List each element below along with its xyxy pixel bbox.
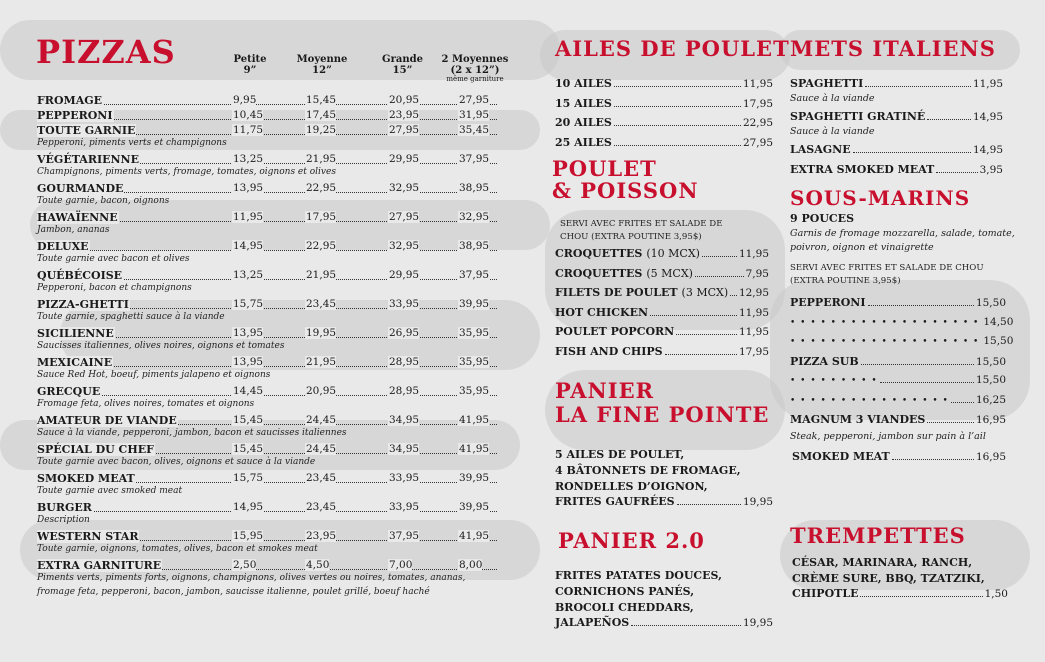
pizza-description: Toute garnie avec bacon, olives, oignons et sauce à la viande [37, 457, 316, 467]
item-price: 27,95 [742, 136, 773, 149]
pizza-name: HAWAÏENNE [37, 211, 118, 224]
pizza-row [37, 559, 497, 573]
pizza-name: PEPPERONI [37, 109, 113, 122]
pizza-price: 8,00 [459, 559, 483, 571]
dot-leader [37, 395, 497, 396]
pizza-price: 32,95 [389, 182, 420, 194]
pizza-description: Toute garnie avec bacon et olives [37, 254, 190, 264]
item-price: 16,95 [975, 414, 1006, 426]
item-name: 20 AILES [555, 116, 612, 129]
pizza-price: 23,45 [306, 472, 337, 484]
dot-leader [865, 86, 971, 87]
menu-row [555, 77, 773, 90]
pizza-name: GOURMANDE [37, 182, 124, 195]
pizzas-title: PIZZAS [36, 33, 176, 71]
panier-fine-line: 4 BÂTONNETS DE FROMAGE, [555, 464, 741, 477]
item-suffix: (10 MCX) [646, 247, 700, 260]
pizza-price: 39,95 [459, 472, 490, 484]
pizza-row [37, 211, 497, 225]
trempettes-title: TREMPETTES [790, 523, 966, 548]
item-price: 11,95 [738, 326, 769, 338]
smoked-meat-sub-name: SMOKED MEAT [792, 450, 890, 463]
pizza-price: 37,95 [389, 530, 420, 542]
pizza-price: 35,95 [459, 327, 490, 339]
dot-leader [860, 596, 982, 597]
menu-row [555, 97, 773, 110]
pizza-price: 28,95 [389, 356, 420, 368]
item-price: 14,95 [972, 144, 1003, 156]
bullet-placeholder: • • • • • • • • • • • • • • • • • • • [790, 317, 980, 328]
item-name: CROQUETTES [555, 266, 643, 280]
item-price: 12,95 [738, 287, 769, 299]
item-price: 3,95 [979, 164, 1003, 176]
pizza-price: 35,95 [459, 356, 490, 368]
sub-row [790, 315, 1014, 328]
trempettes-line: CÉSAR, MARINARA, RANCH, [792, 556, 973, 569]
dot-leader [37, 250, 497, 251]
dot-leader [853, 152, 971, 153]
item-price: 11,95 [738, 306, 769, 319]
pizza-price: 13,95 [233, 182, 264, 194]
pizza-name: MEXICAINE [37, 356, 113, 369]
pizza-row [37, 153, 497, 167]
dot-leader [631, 625, 741, 626]
size-label: Grande [382, 54, 423, 65]
pizza-description: Toute garnie, bacon, oignons [37, 196, 170, 206]
dot-leader [927, 119, 971, 120]
dot-leader [37, 104, 497, 105]
ailes-title: AILES DE POULET [555, 36, 790, 61]
panier-fine-line: FRITES GAUFRÉES [555, 495, 675, 508]
dot-leader [614, 145, 741, 146]
panier20-last-row [555, 616, 773, 629]
pizza-name: EXTRA GARNITURE [37, 559, 162, 572]
smoked-meat-sub-row [792, 450, 1006, 463]
pizza-price: 39,95 [459, 501, 490, 513]
item-name: EXTRA SMOKED MEAT [790, 163, 935, 176]
pizza-price: 33,95 [389, 501, 420, 513]
menu-row [555, 247, 769, 260]
item-price: 15,50 [975, 297, 1006, 309]
dot-leader [951, 402, 974, 403]
pizza-description: Pepperoni, bacon et champignons [37, 283, 192, 293]
size-header-moyenne [292, 55, 352, 76]
pizza-price: 31,95 [459, 109, 490, 121]
pizza-row [37, 269, 497, 283]
pizza-price: 17,95 [306, 211, 337, 223]
size-sub: (2 x 12”) [450, 64, 500, 76]
pizza-price: 37,95 [459, 153, 490, 165]
sousmarins-note-line1: SERVI AVEC FRITES ET SALADE DE CHOU [790, 263, 984, 273]
smoked-meat-sub-price: 16,95 [975, 451, 1006, 463]
pizza-price: 41,95 [459, 414, 490, 426]
pizza-description: Pepperoni, piments verts et champignons [37, 138, 227, 148]
pizza-row [37, 124, 497, 138]
sousmarins-desc-line1: Garnis de fromage mozzarella, salade, tomate, [790, 228, 1015, 239]
pizza-name: TOUTE GARNIE [37, 124, 136, 137]
pizza-row [37, 385, 497, 399]
pizza-price: 14,45 [233, 385, 264, 397]
pizza-description: Sauce Red Hot, boeuf, piments jalapeno et oignons [37, 370, 271, 380]
pizza-price: 21,95 [306, 153, 337, 165]
pizza-price: 24,45 [306, 443, 337, 455]
panier20-price: 19,95 [742, 617, 773, 629]
menu-row [790, 110, 1003, 123]
pizza-price: 35,45 [459, 124, 490, 136]
pizza-price: 21,95 [306, 269, 337, 281]
pizza-price: 38,95 [459, 182, 490, 194]
item-name: SPAGHETTI [790, 77, 864, 90]
magnum-desc: Steak, pepperoni, jambon sur pain à l’ail [790, 431, 986, 442]
pizza-price: 11,95 [233, 211, 264, 223]
pizza-description: Piments verts, piments forts, oignons, champignons, olives vertes ou noires, tomates, ananas, [37, 573, 466, 583]
dot-leader [650, 315, 737, 316]
pizza-price: 11,75 [233, 124, 264, 136]
pizza-price: 34,95 [389, 443, 420, 455]
panier-fine-title-line2: LA FINE POINTE [555, 402, 770, 427]
trempettes-line: CRÈME SURE, BBQ, TZATZIKI, [792, 572, 985, 585]
pizza-description: Jambon, ananas [37, 225, 110, 235]
pizza-row [37, 327, 497, 341]
item-name: 10 AILES [555, 77, 612, 90]
dot-leader [614, 125, 741, 126]
size-sub: 15” [392, 64, 413, 76]
panier-fine-line: 5 AILES DE POULET, [555, 448, 685, 461]
pizza-name: SICILIENNE [37, 327, 114, 340]
italiens-title: METS ITALIENS [790, 36, 996, 61]
poulet-title-line2: & POISSON [552, 178, 699, 203]
pizza-row [37, 472, 497, 486]
pizza-price: 10,45 [233, 109, 264, 121]
pizza-price: 24,45 [306, 414, 337, 426]
item-suffix: (5 MCX) [646, 266, 693, 280]
pizza-price: 13,95 [233, 327, 264, 339]
menu-row [555, 286, 769, 299]
pizza-price: 9,95 [233, 94, 257, 106]
panier20-line: BROCOLI CHEDDARS, [555, 601, 694, 614]
dot-leader [880, 382, 974, 383]
item-price: 14,95 [972, 111, 1003, 123]
pizza-name: AMATEUR DE VIANDE [37, 414, 177, 427]
menu-row [790, 163, 1003, 176]
size-sub: 9” [243, 64, 257, 76]
pizza-price: 15,45 [306, 94, 337, 106]
pizza-price: 7,00 [389, 559, 413, 571]
pizza-description: Toute garnie, spaghetti sauce à la viande [37, 312, 225, 322]
pizza-name: SMOKED MEAT [37, 472, 135, 485]
item-price: 17,95 [742, 97, 773, 110]
dot-leader [936, 172, 977, 173]
dot-leader [702, 256, 737, 257]
item-price: 14,50 [983, 315, 1014, 328]
item-price: 11,95 [738, 248, 769, 260]
pizza-name: SPÉCIAL DU CHEF [37, 443, 154, 456]
pizza-price: 27,95 [389, 211, 420, 223]
menu-row [555, 325, 769, 338]
pizza-price: 29,95 [389, 269, 420, 281]
pizza-price: 14,95 [233, 501, 264, 513]
pizza-price: 23,95 [306, 530, 337, 542]
panier20-title: PANIER 2.0 [558, 528, 705, 553]
bullet-placeholder: • • • • • • • • • [790, 376, 878, 386]
pizza-price: 26,95 [389, 327, 420, 339]
pizza-price: 2,50 [233, 559, 257, 571]
pizza-description: fromage feta, pepperoni, bacon, jambon, saucisse italienne, poulet grillé, boeuf haché [37, 587, 430, 597]
pizza-price: 19,95 [306, 327, 337, 339]
dot-leader [695, 276, 744, 277]
pizza-price: 41,95 [459, 443, 490, 455]
sub-row [790, 355, 1006, 368]
pizza-row [37, 356, 497, 370]
item-price: 16,25 [975, 393, 1006, 406]
pizza-price: 14,95 [233, 240, 264, 252]
size-sub: 12” [312, 64, 332, 76]
pizza-price: 15,75 [233, 472, 264, 484]
item-price: 22,95 [742, 117, 773, 129]
pizza-price: 27,95 [459, 94, 490, 106]
sub-row [790, 374, 1006, 386]
menu-row [555, 345, 769, 358]
size-header-grande [375, 55, 430, 76]
pizza-description: Toute garnie avec smoked meat [37, 486, 183, 496]
dot-leader [37, 511, 497, 512]
pizza-row [37, 501, 497, 515]
pizza-price: 28,95 [389, 385, 420, 397]
item-description: Sauce à la viande [790, 126, 875, 137]
pizza-row [37, 298, 497, 312]
pizza-name: FROMAGE [37, 94, 103, 107]
pizza-name: QUÉBÉCOISE [37, 269, 123, 282]
pizza-price: 38,95 [459, 240, 490, 252]
pizza-name: WESTERN STAR [37, 530, 139, 543]
menu-row [790, 143, 1003, 156]
item-name: LASAGNE [790, 143, 851, 156]
item-name: MAGNUM 3 VIANDES [790, 413, 926, 426]
pizza-price: 15,45 [233, 414, 264, 426]
poulet-note-line2: CHOU (EXTRA POUTINE 3,95$) [560, 232, 702, 242]
poulet-note-line1: SERVI AVEC FRITES ET SALADE DE [560, 219, 723, 229]
size-header-2-moyennes [436, 55, 514, 83]
panier20-line: FRITES PATATES DOUCES, [555, 569, 722, 582]
trempettes-line: CHIPOTLE [792, 587, 859, 600]
size-label: 2 Moyennes [441, 54, 509, 65]
panier-fine-title-line1: PANIER [555, 378, 655, 403]
size-extra: même garniture [446, 75, 504, 83]
pizza-row [37, 443, 497, 457]
item-name: FISH AND CHIPS [555, 344, 663, 358]
item-name: 25 AILES [555, 135, 612, 149]
pizza-price: 29,95 [389, 153, 420, 165]
dot-leader [665, 354, 737, 355]
sub-row [790, 394, 1006, 406]
menu-row [555, 267, 769, 280]
pizza-price: 41,95 [459, 530, 490, 542]
item-name: HOT CHICKEN [555, 305, 649, 319]
dot-leader [868, 305, 974, 306]
item-price: 11,95 [742, 78, 773, 90]
sub-row [790, 296, 1006, 309]
item-price: 15,50 [983, 335, 1014, 347]
pizza-price: 4,50 [306, 559, 330, 571]
pizza-price: 23,45 [306, 501, 337, 513]
pizza-price: 33,95 [389, 472, 420, 484]
menu-row [555, 116, 773, 129]
pizza-price: 23,45 [306, 298, 337, 310]
size-label: Moyenne [296, 54, 348, 65]
pizza-price: 15,45 [233, 443, 264, 455]
pizza-price: 32,95 [389, 240, 420, 252]
item-name: PEPPERONI [790, 296, 866, 309]
size-label: Petite [233, 54, 267, 65]
pizza-price: 13,95 [233, 356, 264, 368]
item-price: 7,95 [745, 267, 769, 280]
trempettes-last-row [792, 587, 1008, 600]
menu-row [555, 306, 769, 319]
item-price: 15,50 [975, 374, 1006, 386]
menu-row [555, 136, 773, 149]
pizza-name: VÉGÉTARIENNE [37, 153, 139, 166]
item-name: POULET POPCORN [555, 325, 675, 338]
item-price: 11,95 [972, 78, 1003, 90]
panier-fine-last-row [555, 495, 773, 508]
item-name: SPAGHETTI GRATINÉ [790, 110, 926, 123]
item-name: CROQUETTES [555, 247, 643, 260]
sousmarins-desc-line2: poivron, oignon et vinaigrette [790, 242, 934, 253]
pizza-price: 21,95 [306, 356, 337, 368]
item-name: FILETS DE POULET [555, 286, 678, 299]
pizza-price: 39,95 [459, 298, 490, 310]
dot-leader [861, 364, 974, 365]
pizza-price: 15,95 [233, 530, 264, 542]
sousmarins-subtitle: 9 POUCES [790, 212, 855, 225]
pizza-price: 22,95 [306, 240, 337, 252]
pizza-row [37, 414, 497, 428]
panier20-line: JALAPEÑOS [555, 616, 630, 629]
dot-leader [677, 504, 741, 505]
item-suffix: (3 MCX) [681, 286, 729, 299]
pizza-price: 33,95 [389, 298, 420, 310]
item-name: PIZZA SUB [790, 354, 859, 368]
pizza-row [37, 530, 497, 544]
pizza-price: 20,95 [389, 94, 420, 106]
pizza-description: Fromage feta, olives noires, tomates et oignons [37, 399, 255, 409]
menu-row [790, 77, 1003, 90]
size-header-petite [225, 55, 275, 76]
trempettes-price: 1,50 [984, 588, 1008, 600]
panier20-line: CORNICHONS PANÉS, [555, 585, 695, 598]
pizza-price: 15,75 [233, 298, 264, 310]
dot-leader [892, 459, 974, 460]
bullet-placeholder: • • • • • • • • • • • • • • • • • • • [790, 337, 980, 347]
dot-leader [614, 86, 741, 87]
item-name: 15 AILES [555, 96, 612, 110]
pizza-name: DELUXE [37, 240, 89, 253]
pizza-price: 34,95 [389, 414, 420, 426]
pizza-row [37, 94, 497, 108]
pizza-description: Description [37, 515, 90, 525]
pizza-price: 13,25 [233, 153, 264, 165]
panier-fine-line: RONDELLES D’OIGNON, [555, 480, 708, 493]
dot-leader [730, 295, 737, 296]
pizza-price: 35,95 [459, 385, 490, 397]
item-description: Sauce à la viande [790, 93, 875, 104]
pizza-row [37, 182, 497, 196]
pizza-description: Sauce à la viande, pepperoni, jambon, bacon et saucisses italiennes [37, 428, 347, 438]
dot-leader [614, 106, 741, 107]
sub-row [790, 413, 1006, 426]
pizza-row [37, 109, 497, 123]
pizza-price: 23,95 [389, 109, 420, 121]
pizza-price: 27,95 [389, 124, 420, 136]
sousmarins-title: SOUS-MARINS [790, 186, 971, 210]
pizza-description: Toute garnie, oignons, tomates, olives, bacon et smokes meat [37, 544, 318, 554]
pizza-price: 20,95 [306, 385, 337, 397]
pizza-row [37, 240, 497, 254]
bullet-placeholder: • • • • • • • • • • • • • • • • [790, 395, 949, 406]
dot-leader [927, 422, 974, 423]
pizza-price: 13,25 [233, 269, 264, 281]
sub-row [790, 335, 1014, 347]
pizza-name: GRECQUE [37, 385, 101, 398]
item-price: 15,50 [975, 355, 1006, 368]
panier-fine-price: 19,95 [742, 496, 773, 508]
pizza-price: 19,25 [306, 124, 337, 136]
pizza-price: 32,95 [459, 211, 490, 223]
dot-leader [676, 334, 737, 335]
sousmarins-note-line2: (EXTRA POUTINE 3,95$) [790, 276, 901, 286]
pizza-name: PIZZA-GHETTI [37, 298, 129, 311]
pizza-description: Champignons, piments verts, fromage, tomates, oignons et olives [37, 167, 336, 177]
pizza-price: 37,95 [459, 269, 490, 281]
pizza-name: BURGER [37, 501, 92, 514]
poulet-title-line1: POULET [552, 156, 657, 181]
pizza-description: Saucisses italiennes, olives noires, oignons et tomates [37, 341, 285, 351]
item-price: 17,95 [738, 345, 769, 358]
pizza-price: 17,45 [306, 109, 337, 121]
pizza-price: 22,95 [306, 182, 337, 194]
